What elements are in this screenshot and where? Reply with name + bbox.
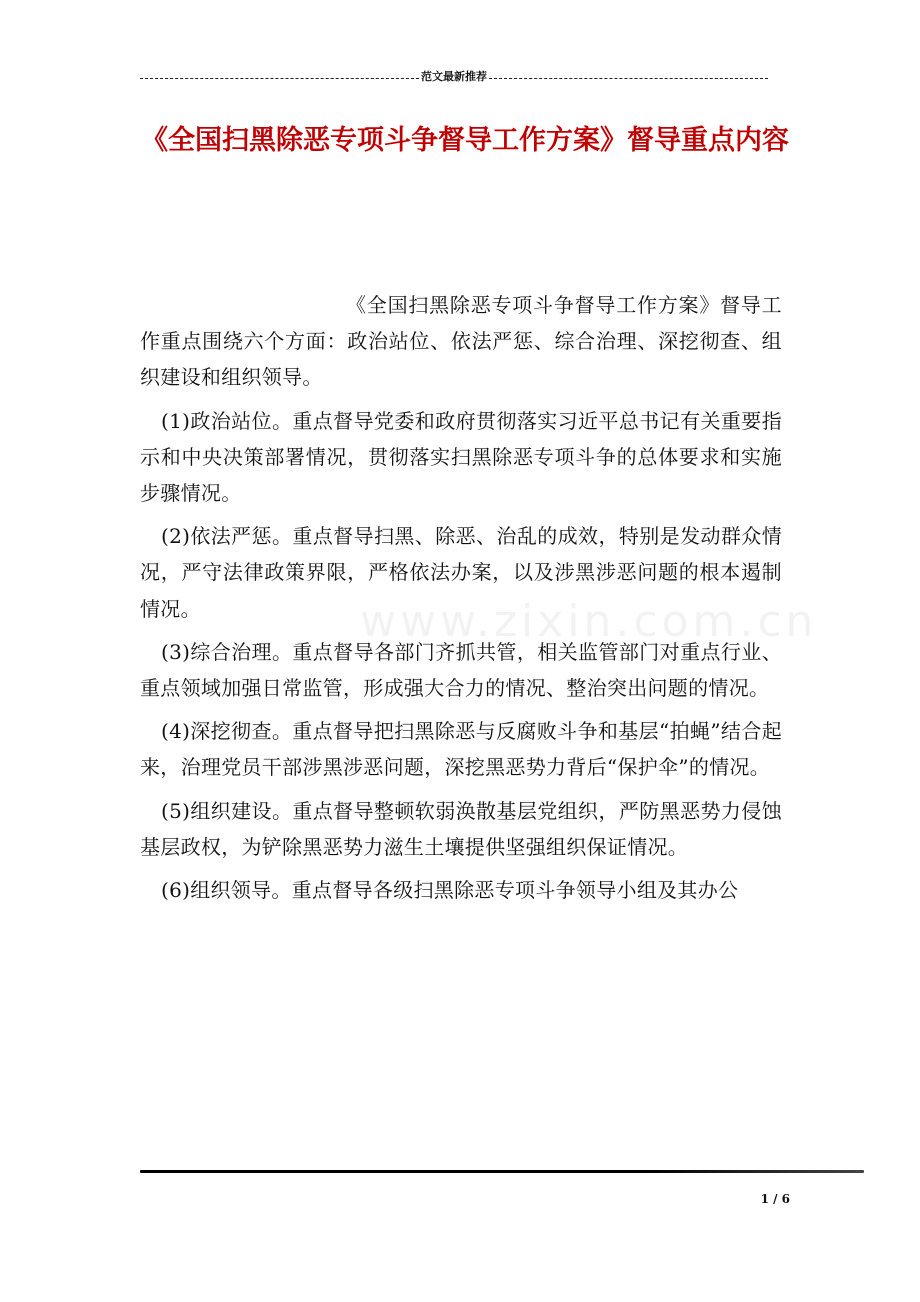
document-title: 《全国扫黑除恶专项斗争督导工作方案》督导重点内容: [141, 125, 789, 156]
header-dashes-right: [489, 78, 768, 79]
header-label: 范文最新推荐: [421, 70, 487, 83]
header-dashes-left: [140, 78, 419, 79]
watermark: www.zixin.com.cn: [360, 596, 818, 647]
paragraph-deep-investigation: (4)深挖彻查。重点督导把扫黑除恶与反腐败斗争和基层“拍蝇”结合起来，治理党员干部涉黑涉恶问题，深挖黑恶势力背后“保护伞”的情况。: [140, 719, 782, 780]
document-body: [140, 287, 782, 908]
footer-rule: [140, 1170, 864, 1173]
paragraph-political-stance: (1)政治站位。重点督导党委和政府贯彻落实习近平总书记有关重要指示和中央决策部署情况，贯彻落实扫黑除恶专项斗争的总体要求和实施步骤情况。: [140, 408, 782, 506]
paragraph-organization-leadership: (6)组织领导。重点督导各级扫黑除恶专项斗争领导小组及其办公: [161, 878, 739, 903]
intro-paragraph: 《全国扫黑除恶专项斗争督导工作方案》督导工作重点围绕六个方面：政治站位、依法严惩、综合治理、深挖彻查、组织建设和组织领导。: [140, 293, 782, 390]
paragraph-organization-building: (5)组织建设。重点督导整顿软弱涣散基层党组织，严防黑恶势力侵蚀基层政权，为铲除黑恶势力滋生土壤提供坚强组织保证情况。: [140, 798, 782, 859]
page-header: [140, 68, 768, 86]
page-number: 1 / 6: [760, 1192, 790, 1206]
paragraph-strict-punishment: (2)依法严惩。重点督导扫黑、除恶、治乱的成效，特别是发动群众情况，严守法律政策界限，严格依法办案，以及涉黑涉恶问题的根本遏制情况。: [140, 524, 782, 621]
paragraph-comprehensive-governance: (3)综合治理。重点督导各部门齐抓共管，相关监管部门对重点行业、重点领域加强日常监管，形成强大合力的情况、整治突出问题的情况。: [140, 639, 782, 701]
